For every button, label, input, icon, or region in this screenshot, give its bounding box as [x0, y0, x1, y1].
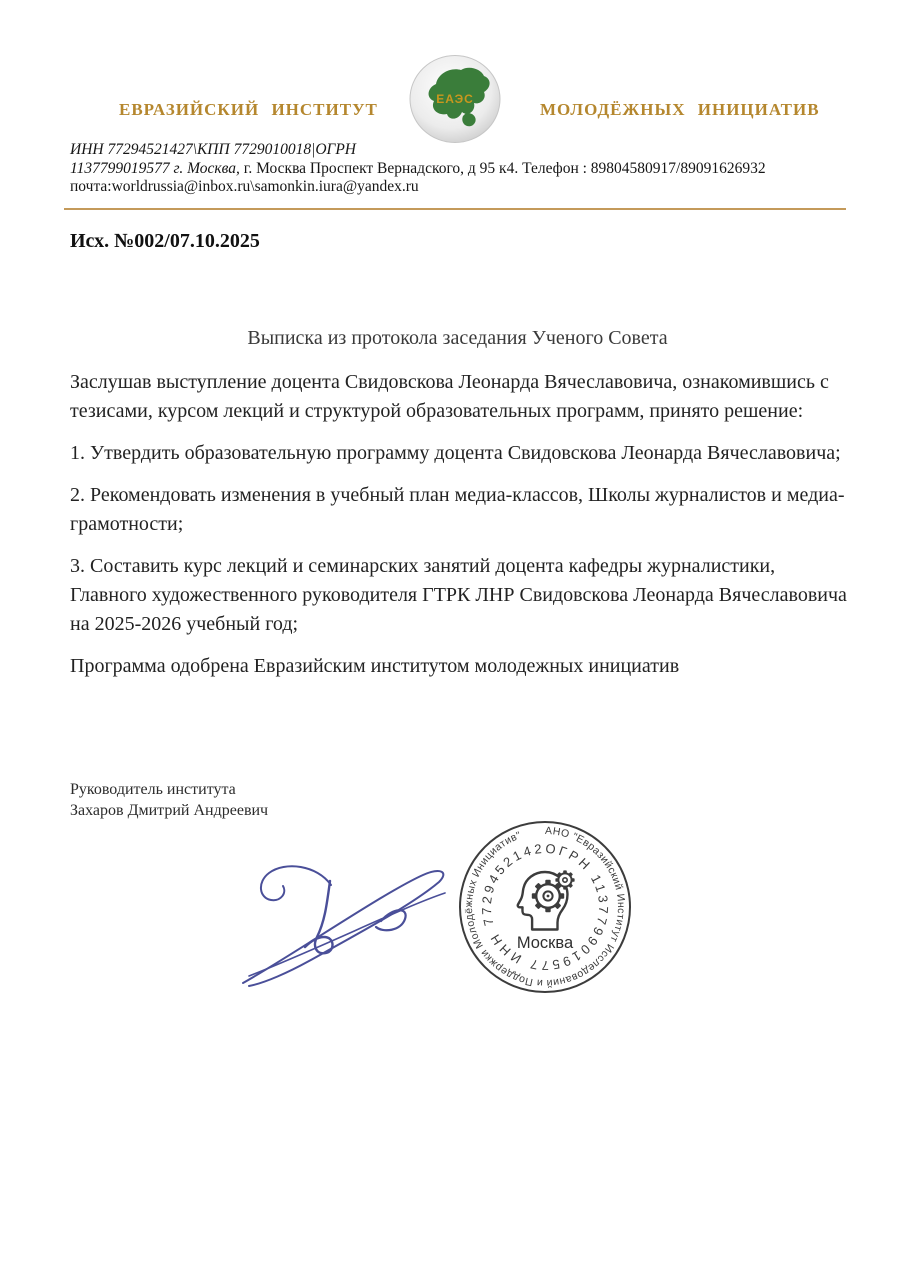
signer-name: Захаров Дмитрий Андреевич: [70, 802, 269, 819]
requisites-line-2: [70, 160, 850, 179]
outgoing-ref-number: Исх. №002/07.10.2025: [70, 230, 260, 252]
institute-logo: [408, 54, 502, 144]
stamp-outer-ring-text: АНО "Евразийский Институт Исследований и Поддержки Молодёжных Инициатив": [462, 824, 628, 990]
globe-icon: [408, 54, 502, 144]
requisites-block: [70, 141, 850, 197]
stamp-city-label: Москва: [516, 934, 574, 952]
stamp-inner-ring-text: ОГРН 1137799019577 ИНН 7729452142: [478, 840, 612, 974]
handwritten-signature: [213, 843, 458, 995]
signer-role: Руководитель института: [70, 781, 236, 798]
requisites-line-3: почта:worldrussia@inbox.ru\samonkin.iura@yandex.ru: [70, 178, 419, 195]
paragraph-item-3: 3. Составить курс лекций и семинарских занятий доцента кафедры журналистики, Главного художественного руководителя ГТРК ЛНР Свидовскова Леонарда Вячеславовича на 2025-2026 учебный год;: [70, 555, 847, 635]
letter-body: [70, 368, 852, 694]
paragraph-item-2: 2. Рекомендовать изменения в учебный план медиа-классов, Школы журналистов и медиа-грамотности;: [70, 484, 845, 535]
requisites-line-2-italic: 1137799019577 г. Москва,: [70, 159, 240, 177]
org-name-left: ЕВРАЗИЙСКИЙ ИНСТИТУТ: [119, 100, 378, 119]
gold-divider-line: [64, 208, 846, 210]
logo-label: ЕАЭС: [436, 92, 474, 106]
paragraph-approval: Программа одобрена Евразийским институтом молодежных инициатив: [70, 655, 680, 677]
org-name-right: МОЛОДЁЖНЫХ ИНИЦИАТИВ: [540, 100, 820, 119]
official-round-stamp: [449, 811, 641, 1003]
paragraph-item-1: 1. Утвердить образовательную программу доцента Свидовскова Леонарда Вячеславовича;: [70, 442, 841, 464]
document-title: Выписка из протокола заседания Ученого Совета: [247, 327, 668, 349]
head-with-gears-icon: [518, 870, 575, 929]
big-gear-icon: [532, 880, 564, 912]
requisites-line-1: ИНН 77294521427\КПП 7729010018|ОГРН: [70, 141, 357, 158]
requisites-line-2-regular: г. Москва Проспект Вернадского, д 95 к4. Телефон : 89804580917/89091626932: [239, 159, 766, 177]
paragraph-preamble: Заслушав выступление доцента Свидовскова Леонарда Вячеславовича, ознакомившись с тезисами, курсом лекций и структурой образовательных программ, принято решение:: [70, 371, 829, 422]
signatory-block: [70, 779, 268, 821]
